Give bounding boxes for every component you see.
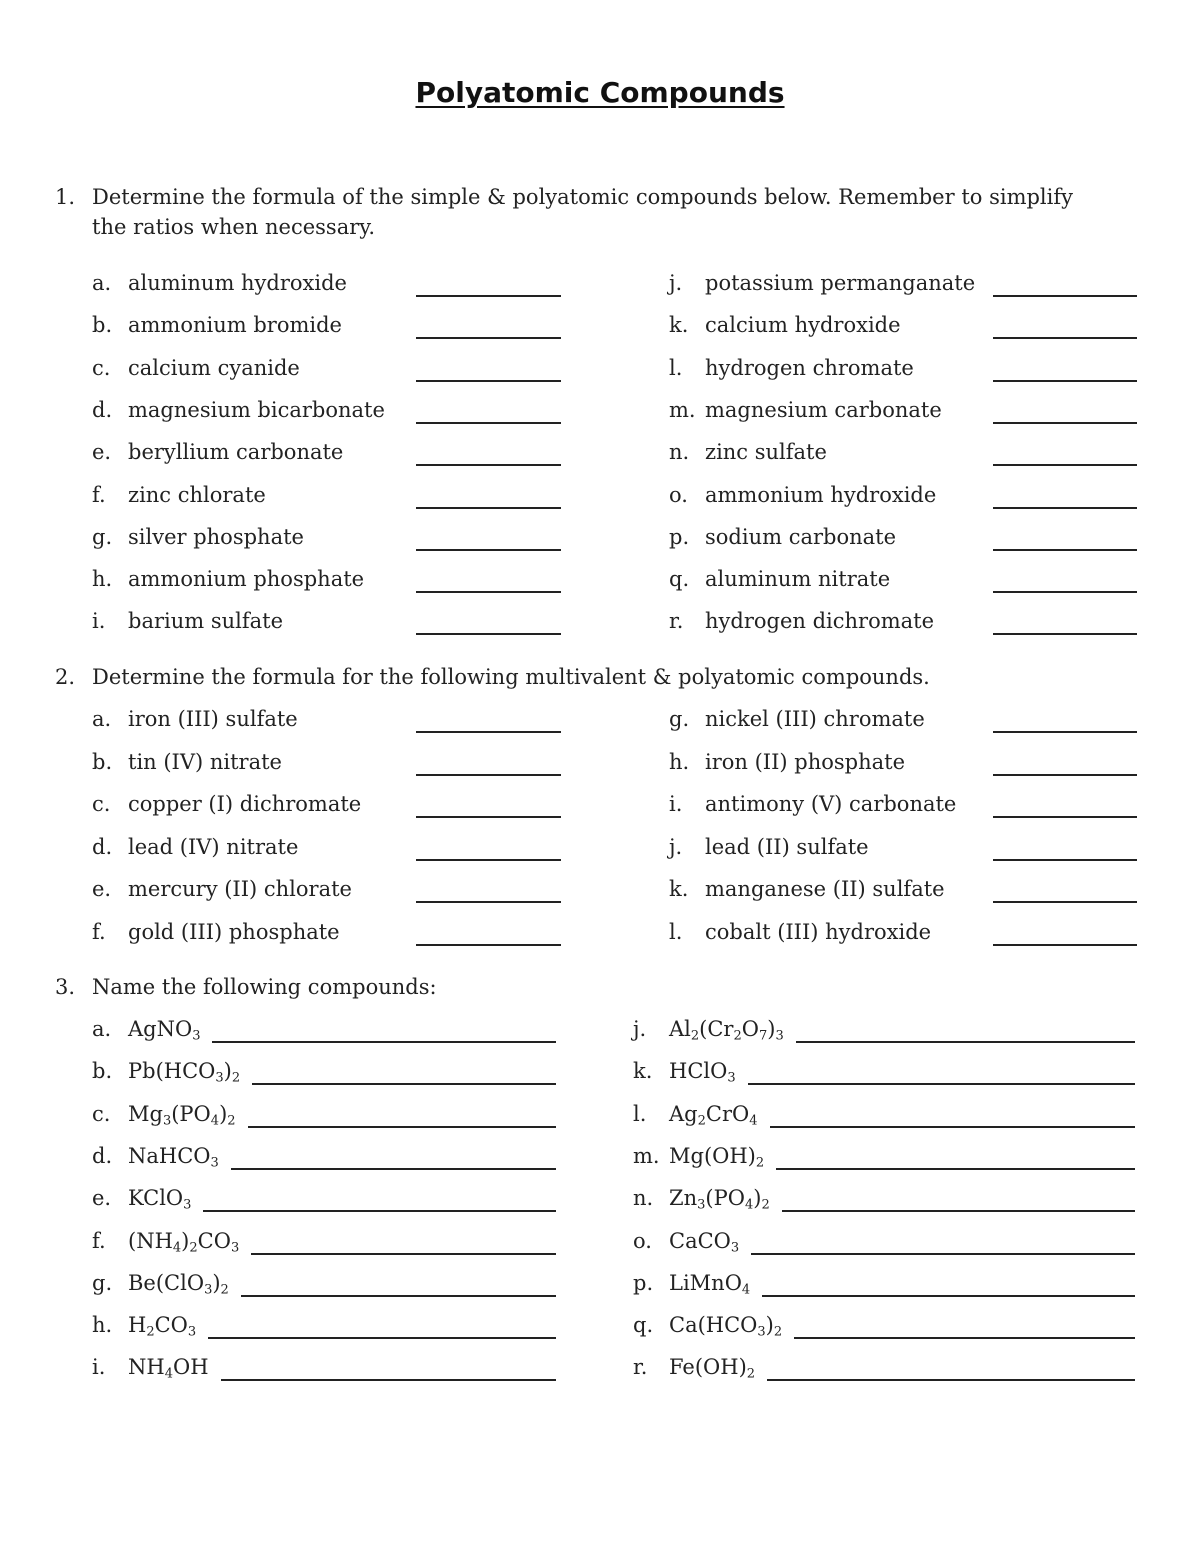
question-number: 1.	[55, 185, 76, 209]
item-label: l.	[669, 919, 683, 944]
compound-name: tin (IV) nitrate	[128, 749, 282, 774]
compound-formula: $Ca(HCO_3)_2$	[669, 1313, 783, 1340]
list-item	[669, 789, 1137, 819]
compound-formula: $Mg(OH)_2$	[669, 1143, 765, 1171]
compound-formula: $(NH_4)_2CO_3$	[128, 1228, 240, 1255]
item-label: b.	[92, 749, 113, 774]
list-item	[633, 1183, 1135, 1213]
compound-name: aluminum hydroxide	[128, 271, 347, 295]
list-item	[669, 832, 1137, 862]
list-item	[92, 522, 561, 552]
compound-name: ammonium hydroxide	[705, 482, 937, 507]
item-label: n.	[633, 1186, 654, 1211]
answer-blank[interactable]	[993, 816, 1137, 818]
answer-blank[interactable]	[252, 1083, 556, 1085]
answer-blank[interactable]	[416, 816, 561, 818]
compound-name: beryllium carbonate	[128, 440, 344, 465]
item-label: i.	[92, 609, 106, 634]
answer-blank[interactable]	[416, 380, 561, 382]
answer-blank[interactable]	[416, 944, 561, 946]
list-item	[669, 353, 1137, 383]
answer-blank[interactable]	[416, 337, 561, 339]
compound-name: potassium permanganate	[705, 271, 976, 295]
page-title: Polyatomic Compounds	[415, 76, 785, 109]
answer-blank[interactable]	[416, 731, 561, 733]
list-item	[92, 480, 561, 510]
answer-blank[interactable]	[762, 1295, 1135, 1297]
item-label: h.	[92, 567, 113, 592]
answer-blank[interactable]	[776, 1168, 1135, 1170]
compound-name: sodium carbonate	[705, 524, 897, 549]
list-item	[669, 747, 1137, 777]
list-item	[633, 1268, 1135, 1298]
compound-name: zinc sulfate	[705, 440, 827, 465]
compound-name: ammonium phosphate	[128, 567, 365, 592]
item-label: c.	[92, 355, 111, 380]
list-item	[669, 564, 1137, 594]
item-label: c.	[92, 1101, 111, 1126]
list-item	[92, 1352, 556, 1382]
answer-blank[interactable]	[993, 944, 1137, 946]
answer-blank[interactable]	[416, 507, 561, 509]
list-item	[92, 606, 561, 636]
compound-formula: $Zn_3(PO_4)_2$	[669, 1186, 770, 1213]
question-text: Determine the formula of the simple & polyatomic compounds below. Remember to simplify the ratios when necessary.	[92, 185, 1073, 239]
list-item	[669, 704, 1137, 734]
compound-formula: $Fe(OH)_2$	[669, 1355, 756, 1382]
item-label: b.	[92, 1059, 113, 1084]
answer-blank[interactable]	[416, 422, 561, 424]
list-item	[669, 310, 1137, 340]
compound-formula: NaHCO$_3$	[128, 1143, 219, 1171]
list-item	[669, 268, 1137, 298]
compound-name: iron (II) phosphate	[705, 749, 905, 774]
list-item	[92, 564, 561, 594]
answer-blank[interactable]	[212, 1041, 556, 1043]
list-item	[633, 1014, 1135, 1044]
compound-name: antimony (V) carbonate	[705, 792, 957, 816]
answer-blank[interactable]	[770, 1126, 1135, 1128]
list-item	[92, 917, 561, 947]
item-label: h.	[669, 749, 690, 774]
compound-name: magnesium bicarbonate	[128, 397, 385, 422]
answer-blank[interactable]	[416, 295, 561, 297]
compound-name: mercury (II) chlorate	[128, 877, 352, 901]
item-label: r.	[669, 609, 684, 634]
item-label: q.	[633, 1313, 654, 1338]
answer-blank[interactable]	[993, 774, 1137, 776]
list-item	[92, 268, 561, 298]
list-item	[92, 1141, 556, 1171]
compound-formula: $H_2CO_3$	[128, 1313, 197, 1340]
item-label: e.	[92, 877, 112, 901]
compound-name: barium sulfate	[128, 609, 284, 634]
item-label: g.	[92, 1270, 113, 1295]
list-item	[92, 1099, 556, 1129]
list-item	[92, 395, 561, 425]
list-item	[92, 1014, 556, 1044]
answer-blank[interactable]	[993, 295, 1137, 297]
answer-blank[interactable]	[993, 633, 1137, 635]
answer-blank[interactable]	[993, 507, 1137, 509]
answer-blank[interactable]	[231, 1168, 556, 1170]
item-label: d.	[92, 1143, 113, 1168]
compound-name: aluminum nitrate	[705, 567, 891, 592]
item-label: k.	[669, 877, 689, 901]
item-label: a.	[92, 707, 112, 731]
compound-name: calcium hydroxide	[705, 313, 901, 338]
list-item	[92, 1310, 556, 1340]
list-item	[669, 522, 1137, 552]
compound-name: iron (III) sulfate	[128, 707, 298, 731]
item-label: m.	[633, 1143, 660, 1168]
answer-blank[interactable]	[416, 549, 561, 551]
compound-name: copper (I) dichromate	[128, 792, 362, 816]
answer-blank[interactable]	[796, 1041, 1135, 1043]
answer-blank[interactable]	[993, 549, 1137, 551]
item-label: a.	[92, 1017, 112, 1041]
item-label: e.	[92, 1186, 112, 1211]
item-label: p.	[633, 1270, 654, 1295]
answer-blank[interactable]	[993, 380, 1137, 382]
list-item	[669, 874, 1137, 904]
answer-blank[interactable]	[416, 901, 561, 903]
compound-formula: LiMnO$_4$	[669, 1270, 751, 1298]
compound-name: hydrogen dichromate	[705, 609, 935, 634]
answer-blank[interactable]	[248, 1126, 556, 1128]
compound-formula: $Be(ClO_3)_2$	[128, 1270, 229, 1298]
item-label: o.	[633, 1228, 652, 1253]
list-item	[92, 1183, 556, 1213]
list-item	[92, 310, 561, 340]
compound-formula: $NH_4OH$	[128, 1355, 209, 1382]
question-text: Name the following compounds:	[92, 975, 437, 999]
item-label: l.	[669, 355, 683, 380]
item-label: k.	[633, 1059, 653, 1084]
item-label: q.	[669, 567, 690, 592]
compound-name: silver phosphate	[128, 524, 304, 549]
item-label: p.	[669, 524, 690, 549]
list-item	[669, 480, 1137, 510]
compound-name: ammonium bromide	[128, 313, 342, 338]
answer-blank[interactable]	[208, 1337, 556, 1339]
answer-blank[interactable]	[416, 859, 561, 861]
item-label: r.	[633, 1355, 648, 1380]
list-item	[669, 917, 1137, 947]
compound-name: magnesium carbonate	[705, 397, 942, 422]
item-label: e.	[92, 440, 112, 465]
item-label: o.	[669, 482, 688, 507]
answer-blank[interactable]	[993, 337, 1137, 339]
list-item	[633, 1099, 1135, 1129]
list-item	[633, 1141, 1135, 1171]
compound-name: calcium cyanide	[128, 355, 300, 380]
item-label: g.	[669, 707, 690, 731]
list-item	[92, 832, 561, 862]
compound-formula: KClO$_3$	[128, 1186, 192, 1213]
answer-blank[interactable]	[782, 1210, 1135, 1212]
item-label: j.	[669, 834, 683, 859]
question-number: 3.	[55, 975, 76, 999]
list-item	[92, 747, 561, 777]
item-label: g.	[92, 524, 113, 549]
answer-blank[interactable]	[794, 1337, 1135, 1339]
compound-formula: $Pb(HCO_3)_2$	[128, 1059, 241, 1086]
item-label: j.	[633, 1017, 647, 1041]
answer-blank[interactable]	[416, 633, 561, 635]
answer-blank[interactable]	[767, 1379, 1135, 1381]
list-item	[669, 395, 1137, 425]
item-label: a.	[92, 271, 112, 295]
answer-blank[interactable]	[993, 731, 1137, 733]
answer-blank[interactable]	[993, 901, 1137, 903]
compound-formula: CaCO$_3$	[669, 1228, 740, 1255]
compound-name: nickel (III) chromate	[705, 707, 925, 731]
answer-blank[interactable]	[416, 464, 561, 466]
list-item	[92, 704, 561, 734]
item-label: c.	[92, 792, 111, 816]
item-label: l.	[633, 1101, 647, 1126]
list-item	[633, 1352, 1135, 1382]
compound-formula: $Ag_2CrO_4$	[669, 1101, 758, 1128]
compound-formula: AgNO$_3$	[128, 1017, 201, 1044]
item-label: f.	[92, 482, 106, 507]
list-item	[633, 1310, 1135, 1340]
answer-blank[interactable]	[751, 1253, 1135, 1255]
item-label: f.	[92, 919, 106, 944]
item-label: f.	[92, 1228, 106, 1253]
answer-blank[interactable]	[416, 774, 561, 776]
item-label: m.	[669, 397, 696, 422]
item-label: k.	[669, 313, 689, 338]
item-label: d.	[92, 397, 113, 422]
compound-formula: HClO$_3$	[669, 1059, 736, 1086]
compound-formula: $Al_2(Cr_2O_7)_3$	[669, 1017, 784, 1044]
answer-blank[interactable]	[993, 859, 1137, 861]
list-item	[92, 353, 561, 383]
item-label: i.	[92, 1355, 106, 1380]
answer-blank[interactable]	[993, 464, 1137, 466]
list-item	[92, 1056, 556, 1086]
answer-blank[interactable]	[748, 1083, 1135, 1085]
list-item	[92, 789, 561, 819]
item-label: d.	[92, 834, 113, 859]
answer-blank[interactable]	[241, 1295, 556, 1297]
list-item	[92, 1226, 556, 1256]
compound-name: cobalt (III) hydroxide	[705, 919, 932, 944]
compound-name: hydrogen chromate	[705, 355, 914, 380]
list-item	[633, 1056, 1135, 1086]
question-number: 2.	[55, 665, 76, 689]
item-label: n.	[669, 440, 690, 465]
answer-blank[interactable]	[416, 591, 561, 593]
answer-blank[interactable]	[221, 1379, 556, 1381]
list-item	[669, 606, 1137, 636]
answer-blank[interactable]	[993, 591, 1137, 593]
answer-blank[interactable]	[251, 1253, 556, 1255]
compound-name: lead (IV) nitrate	[128, 834, 299, 859]
item-label: j.	[669, 271, 683, 295]
answer-blank[interactable]	[203, 1210, 556, 1212]
item-label: i.	[669, 792, 683, 816]
compound-formula: $Mg_3(PO_4)_2$	[128, 1101, 236, 1128]
compound-name: manganese (II) sulfate	[705, 877, 945, 901]
compound-name: zinc chlorate	[128, 482, 266, 507]
compound-name: gold (III) phosphate	[128, 919, 340, 944]
answer-blank[interactable]	[993, 422, 1137, 424]
list-item	[92, 874, 561, 904]
list-item	[669, 437, 1137, 467]
list-item	[92, 1268, 556, 1298]
item-label: b.	[92, 313, 113, 338]
item-label: h.	[92, 1313, 113, 1338]
question-text: Determine the formula for the following multivalent & polyatomic compounds.	[92, 665, 930, 689]
list-item	[92, 437, 561, 467]
list-item	[633, 1226, 1135, 1256]
compound-name: lead (II) sulfate	[705, 834, 869, 859]
